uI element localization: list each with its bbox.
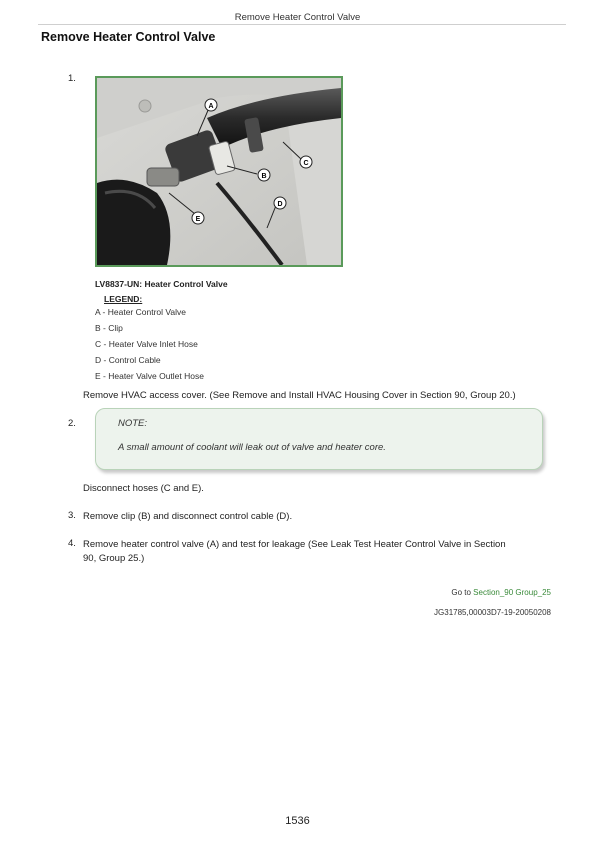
svg-text:E: E xyxy=(195,216,201,223)
page-number: 1536 xyxy=(285,815,310,827)
callout-e xyxy=(192,212,204,224)
legend-item-a: A - Heater Control Valve xyxy=(95,307,187,317)
svg-text:B: B xyxy=(261,173,267,180)
callout-c xyxy=(300,156,312,168)
step-4-text-line1: Remove heater control valve (A) and test for leakage (See Leak Test Heater Control Valve in Section xyxy=(83,539,506,550)
page-title: Remove Heater Control Valve xyxy=(41,30,216,44)
running-header: Remove Heater Control Valve xyxy=(234,12,361,23)
legend-item-d: D - Control Cable xyxy=(95,355,161,365)
legend-title: LEGEND: xyxy=(104,294,143,304)
step-1-text: Remove HVAC access cover. (See Remove and Install HVAC Housing Cover in Section 90, Group 20.) xyxy=(83,390,516,401)
note-label: NOTE: xyxy=(118,418,148,429)
step-3-text: Remove clip (B) and disconnect control cable (D). xyxy=(83,511,293,522)
svg-text:A: A xyxy=(208,103,214,110)
step-4-text-line2: 90, Group 25.) xyxy=(83,553,145,564)
legend-item-c: C - Heater Valve Inlet Hose xyxy=(95,339,198,349)
goto-reference xyxy=(451,588,551,597)
goto-link[interactable]: Section_90 Group_25 xyxy=(473,588,551,597)
svg-text:D: D xyxy=(277,201,283,208)
heater-valve-photo xyxy=(97,78,341,265)
goto-prefix: Go to xyxy=(451,588,471,597)
header-divider xyxy=(38,24,566,25)
legend-item-b: B - Clip xyxy=(95,323,123,333)
bolt-head xyxy=(139,100,151,112)
hose-clamp xyxy=(147,168,179,186)
callout-d xyxy=(274,197,286,209)
callout-a xyxy=(205,99,217,111)
legend-item-e: E - Heater Valve Outlet Hose xyxy=(95,371,204,381)
step-number-2: 2. xyxy=(68,418,76,429)
callout-b xyxy=(258,169,270,181)
note-text: A small amount of coolant will leak out of valve and heater core. xyxy=(118,442,386,453)
document-id: JG31785,00003D7-19-20050208 xyxy=(434,608,551,617)
note-box xyxy=(95,408,543,470)
figure-caption: LV8837-UN: Heater Control Valve xyxy=(95,279,228,289)
step-number-4: 4. xyxy=(68,538,76,549)
step-2-text: Disconnect hoses (C and E). xyxy=(83,483,204,494)
figure-heater-control-valve xyxy=(95,76,343,267)
step-number-3: 3. xyxy=(68,510,76,521)
step-number-1: 1. xyxy=(68,73,76,84)
svg-text:C: C xyxy=(303,160,309,167)
